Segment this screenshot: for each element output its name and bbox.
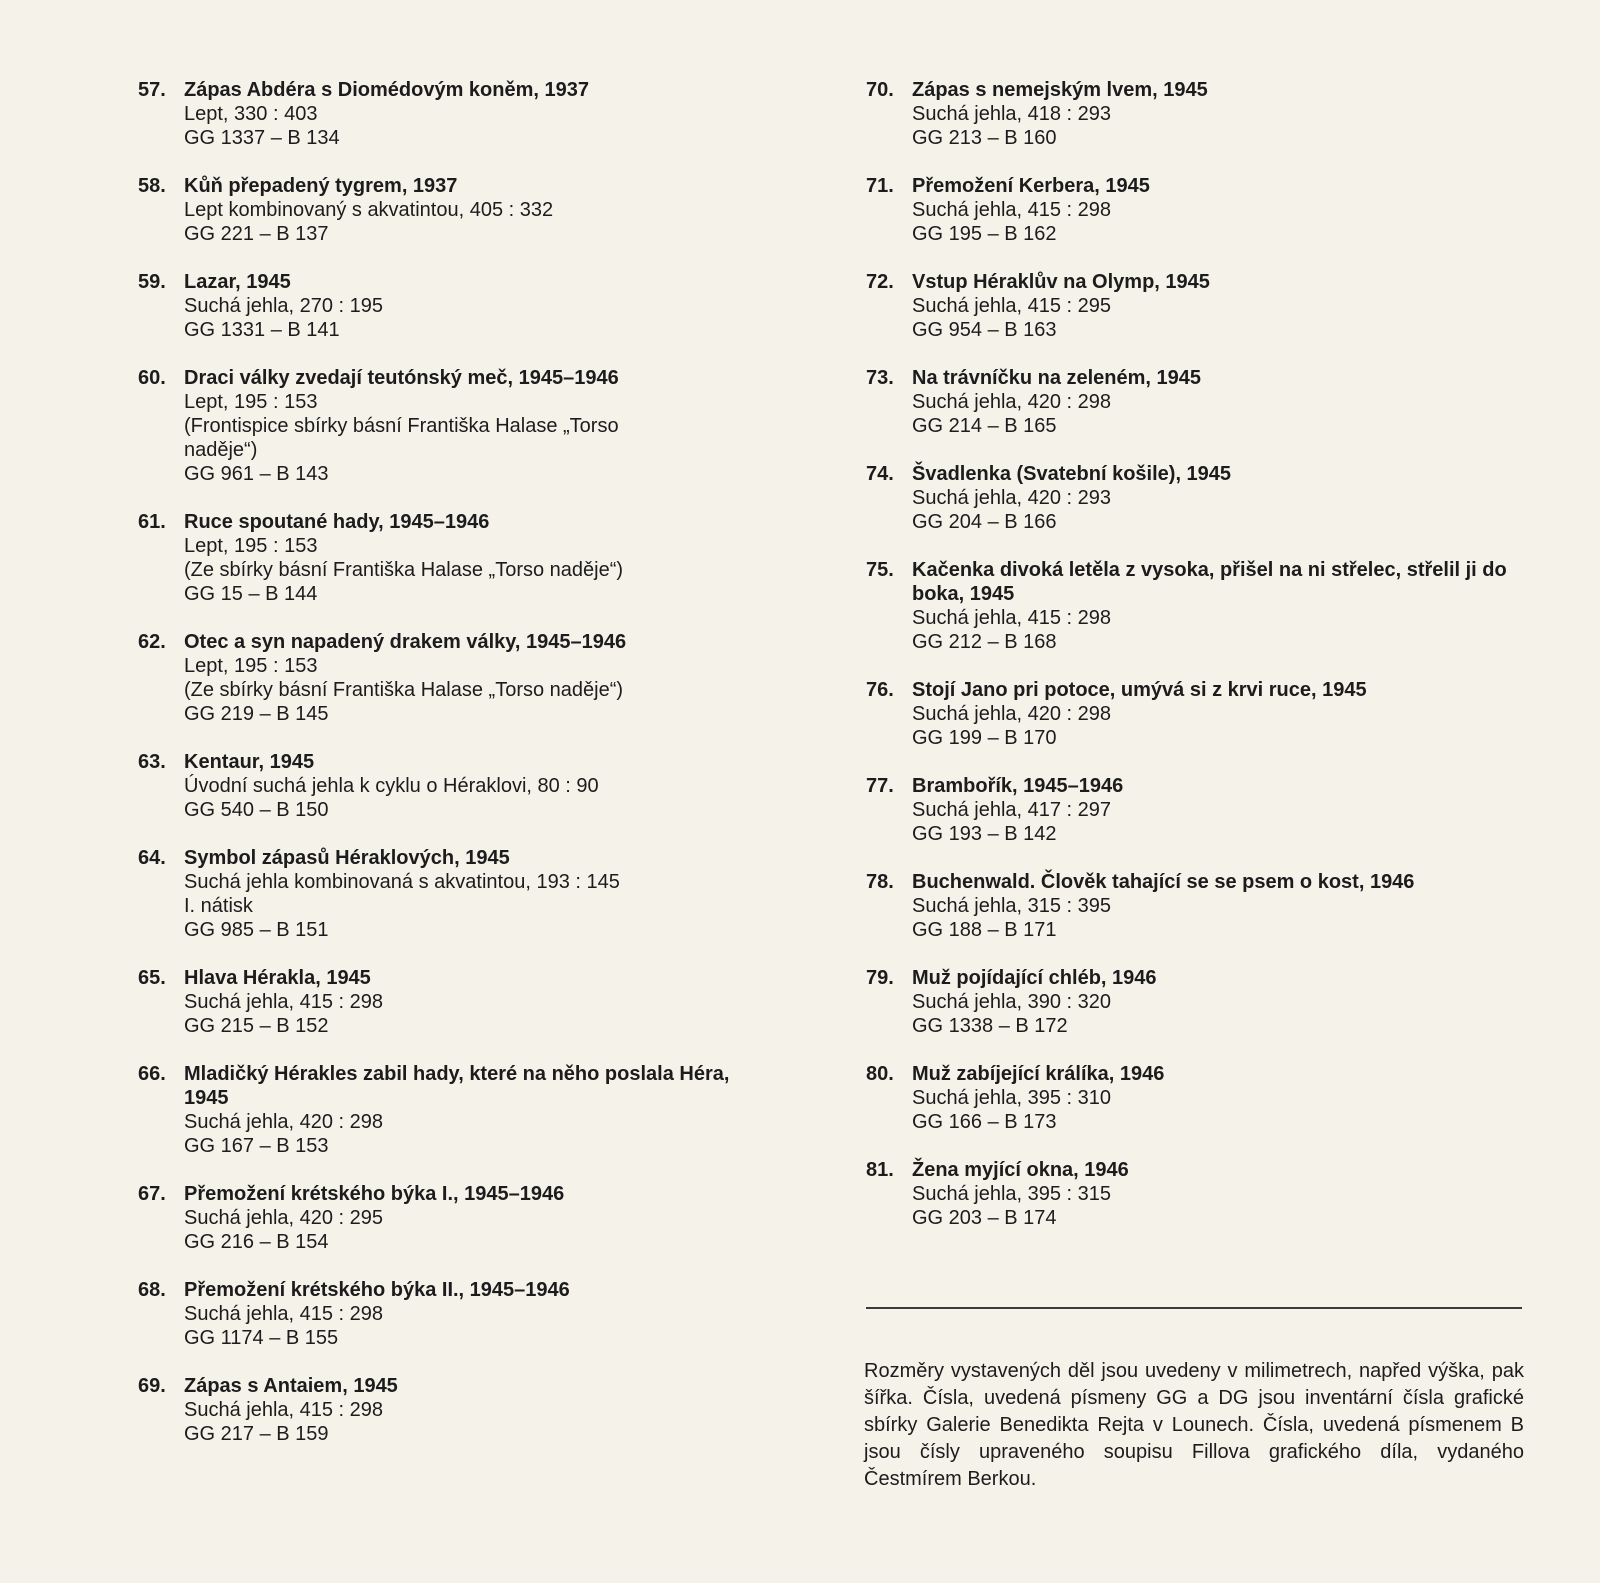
entry-detail: Suchá jehla, 395 : 310 — [912, 1087, 1112, 1109]
entry-number: 77. — [866, 775, 894, 797]
entry-detail: Úvodní suchá jehla k cyklu o Héraklovi, 80 : 90 — [184, 775, 599, 797]
entry-title: Vstup Héraklův na Olymp, 1945 — [912, 271, 1210, 293]
right-column — [866, 78, 1526, 1254]
entry-number: 68. — [138, 1279, 166, 1301]
entry-detail: GG 212 – B 168 — [912, 631, 1057, 653]
entry-detail: Suchá jehla, 420 : 293 — [912, 487, 1112, 509]
entry-detail: I. nátisk — [184, 895, 253, 917]
entry-detail: Suchá jehla, 415 : 295 — [912, 295, 1112, 317]
entry-title: Mladičký Hérakles zabil hady, které na něho poslala Héra, 1945 — [184, 1063, 730, 1109]
entry-detail: GG 217 – B 159 — [184, 1423, 329, 1445]
entry-detail: Suchá jehla, 415 : 298 — [912, 607, 1112, 629]
entry-number: 70. — [866, 79, 894, 101]
entry-detail: GG 215 – B 152 — [184, 1015, 329, 1037]
entry-detail: Suchá jehla, 415 : 298 — [184, 1303, 384, 1325]
entry-number: 76. — [866, 679, 894, 701]
entry-title: Zápas Abdéra s Diomédovým koněm, 1937 — [184, 79, 589, 101]
entry-title: Muž zabíjející králíka, 1946 — [912, 1063, 1165, 1085]
entry-number: 80. — [866, 1063, 894, 1085]
catalogue-entry — [138, 510, 778, 606]
catalogue-entry — [866, 78, 1526, 150]
entry-detail: Lept, 195 : 153 — [184, 535, 318, 557]
entry-number: 81. — [866, 1159, 894, 1181]
entry-detail: GG 167 – B 153 — [184, 1135, 329, 1157]
entry-title: Zápas s nemejským lvem, 1945 — [912, 79, 1208, 101]
entry-title: Na trávníčku na zeleném, 1945 — [912, 367, 1202, 389]
entry-detail: Suchá jehla, 420 : 295 — [184, 1207, 384, 1229]
entry-detail: GG 1337 – B 134 — [184, 127, 340, 149]
entry-detail: Lept, 195 : 153 — [184, 391, 318, 413]
catalogue-entry — [866, 366, 1526, 438]
entry-number: 74. — [866, 463, 894, 485]
entry-title: Kentaur, 1945 — [184, 751, 315, 773]
catalogue-entry — [138, 1182, 778, 1254]
entry-detail: naděje“) — [184, 439, 258, 461]
entry-detail: (Frontispice sbírky básní Františka Halase „Torso — [184, 415, 619, 437]
entry-detail: Suchá jehla, 420 : 298 — [184, 1111, 384, 1133]
entry-detail: (Ze sbírky básní Františka Halase „Torso naděje“) — [184, 679, 624, 701]
entry-detail: GG 219 – B 145 — [184, 703, 329, 725]
entry-number: 73. — [866, 367, 894, 389]
catalogue-entry — [138, 846, 778, 942]
catalogue-entry — [138, 966, 778, 1038]
entry-title: Švadlenka (Svatební košile), 1945 — [912, 463, 1232, 485]
entry-detail: GG 221 – B 137 — [184, 223, 329, 245]
entry-detail: Suchá jehla, 415 : 298 — [184, 1399, 384, 1421]
entry-detail: Lept, 195 : 153 — [184, 655, 318, 677]
entry-detail: GG 188 – B 171 — [912, 919, 1057, 941]
entry-detail: GG 195 – B 162 — [912, 223, 1057, 245]
entry-title: Přemožení Kerbera, 1945 — [912, 175, 1150, 197]
entry-detail: Lept kombinovaný s akvatintou, 405 : 332 — [184, 199, 554, 221]
entry-detail: Suchá jehla, 395 : 315 — [912, 1183, 1112, 1205]
entry-detail: GG 193 – B 142 — [912, 823, 1057, 845]
entry-number: 79. — [866, 967, 894, 989]
entry-number: 61. — [138, 511, 166, 533]
catalogue-entry — [138, 78, 778, 150]
entry-title: Kačenka divoká letěla z vysoka, přišel na ni střelec, střelil ji do boka, 1945 — [912, 559, 1507, 605]
entry-title: Hlava Hérakla, 1945 — [184, 967, 371, 989]
catalogue-entry — [866, 774, 1526, 846]
entry-detail: Suchá jehla, 415 : 298 — [912, 199, 1112, 221]
entry-detail: GG 1338 – B 172 — [912, 1015, 1068, 1037]
catalogue-entry — [866, 870, 1526, 942]
entry-detail: GG 961 – B 143 — [184, 463, 329, 485]
entry-detail: Suchá jehla, 420 : 298 — [912, 703, 1112, 725]
entry-title: Buchenwald. Člověk tahající se se psem o kost, 1946 — [912, 871, 1415, 893]
entry-detail: Suchá jehla, 270 : 195 — [184, 295, 384, 317]
catalogue-entry — [866, 174, 1526, 246]
entry-title: Brambořík, 1945–1946 — [912, 775, 1124, 797]
entry-detail: GG 216 – B 154 — [184, 1231, 329, 1253]
entry-detail: Suchá jehla, 420 : 298 — [912, 391, 1112, 413]
catalogue-entry — [866, 966, 1526, 1038]
entry-number: 62. — [138, 631, 166, 653]
entry-number: 58. — [138, 175, 166, 197]
entry-detail: Suchá jehla, 390 : 320 — [912, 991, 1112, 1013]
entry-detail: GG 985 – B 151 — [184, 919, 329, 941]
entry-number: 67. — [138, 1183, 166, 1205]
catalogue-entry — [866, 462, 1526, 534]
catalogue-entry — [138, 750, 778, 822]
entry-number: 75. — [866, 559, 894, 581]
entry-detail: Suchá jehla, 418 : 293 — [912, 103, 1112, 125]
entry-detail: GG 199 – B 170 — [912, 727, 1057, 749]
entry-title: Kůň přepadený tygrem, 1937 — [184, 175, 458, 197]
catalogue-entry — [138, 1374, 778, 1446]
entry-title: Otec a syn napadený drakem války, 1945–1946 — [184, 631, 627, 653]
entry-number: 64. — [138, 847, 166, 869]
entry-title: Přemožení krétského býka I., 1945–1946 — [184, 1183, 565, 1205]
entry-detail: GG 954 – B 163 — [912, 319, 1057, 341]
entry-detail: GG 166 – B 173 — [912, 1111, 1057, 1133]
entry-number: 60. — [138, 367, 166, 389]
catalogue-entry — [866, 270, 1526, 342]
entry-number: 59. — [138, 271, 166, 293]
catalogue-entry — [866, 678, 1526, 750]
entry-title: Lazar, 1945 — [184, 271, 291, 293]
entry-number: 57. — [138, 79, 166, 101]
entry-title: Zápas s Antaiem, 1945 — [184, 1375, 398, 1397]
entry-number: 72. — [866, 271, 894, 293]
entry-number: 63. — [138, 751, 166, 773]
catalogue-entry — [138, 630, 778, 726]
entry-title: Přemožení krétského býka II., 1945–1946 — [184, 1279, 570, 1301]
entry-title: Stojí Jano pri potoce, umývá si z krvi ruce, 1945 — [912, 679, 1367, 701]
catalogue-entry — [138, 1062, 778, 1158]
entry-detail: GG 204 – B 166 — [912, 511, 1057, 533]
divider-rule — [866, 1307, 1522, 1309]
entry-detail: GG 203 – B 174 — [912, 1207, 1057, 1229]
entry-number: 71. — [866, 175, 894, 197]
entry-title: Muž pojídající chléb, 1946 — [912, 967, 1157, 989]
entry-title: Žena myjící okna, 1946 — [912, 1159, 1129, 1181]
entry-detail: GG 1174 – B 155 — [184, 1327, 339, 1349]
entry-detail: Suchá jehla, 315 : 395 — [912, 895, 1112, 917]
catalogue-entry — [866, 1062, 1526, 1134]
entry-title: Symbol zápasů Héraklových, 1945 — [184, 847, 510, 869]
entry-detail: (Ze sbírky básní Františka Halase „Torso naděje“) — [184, 559, 624, 581]
entry-title: Ruce spoutané hady, 1945–1946 — [184, 511, 490, 533]
entry-detail: Suchá jehla kombinovaná s akvatintou, 193 : 145 — [184, 871, 620, 893]
catalogue-entry — [866, 1158, 1526, 1230]
entry-number: 78. — [866, 871, 894, 893]
entry-number: 66. — [138, 1063, 166, 1085]
catalogue-entry — [866, 558, 1526, 654]
entry-title: Draci války zvedají teutónský meč, 1945–1946 — [184, 367, 619, 389]
entry-detail: GG 214 – B 165 — [912, 415, 1057, 437]
entry-detail: GG 540 – B 150 — [184, 799, 329, 821]
catalogue-entry — [138, 270, 778, 342]
catalogue-entry — [138, 366, 778, 486]
entry-detail: Suchá jehla, 415 : 298 — [184, 991, 384, 1013]
entry-number: 65. — [138, 967, 166, 989]
catalogue-entry — [138, 1278, 778, 1350]
left-column — [138, 78, 778, 1470]
entry-detail: Suchá jehla, 417 : 297 — [912, 799, 1112, 821]
entry-detail: GG 213 – B 160 — [912, 127, 1057, 149]
catalogue-entry — [138, 174, 778, 246]
entry-detail: Lept, 330 : 403 — [184, 103, 318, 125]
entry-detail: GG 15 – B 144 — [184, 583, 318, 605]
entry-detail: GG 1331 – B 141 — [184, 319, 340, 341]
entry-number: 69. — [138, 1375, 166, 1397]
footnote: Rozměry vystavených děl jsou uvedeny v milimetrech, napřed výška, pak šířka. Čísla, uvedená písmeny GG a DG jsou inventární čísla grafické sbírky Galerie Benedikta Rejta v Lounech. Čísla, uvedená písmenem B jsou čísly upraveného soupisu Fillova grafického díla, vydaného Čestmírem Berkou. — [864, 1360, 1524, 1490]
